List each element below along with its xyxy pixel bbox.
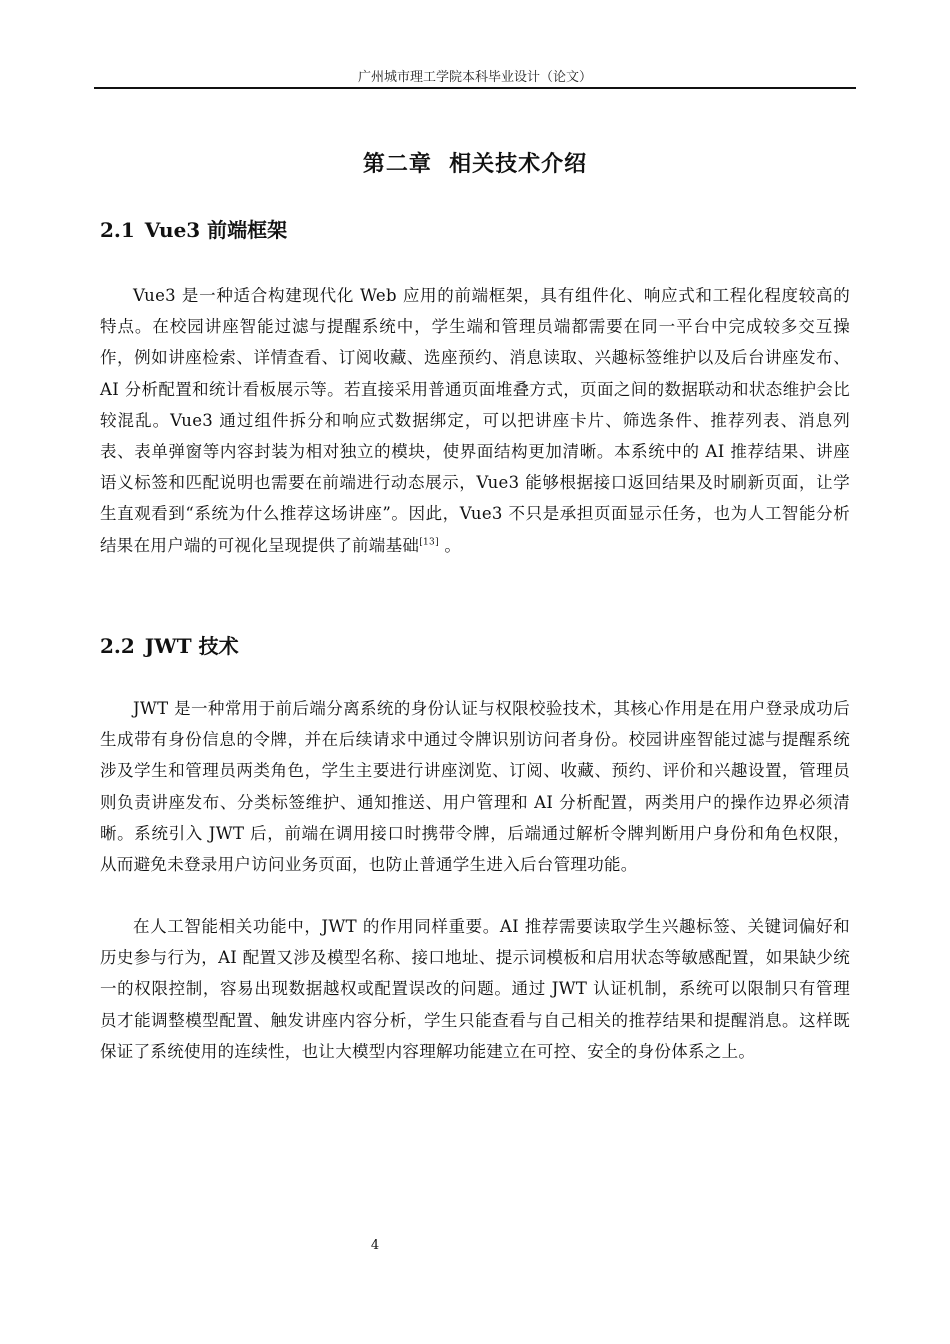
- paragraph-text: 在人工智能相关功能中，JWT 的作用同样重要。AI 推荐需要读取学生兴趣标签、关键词偏好和历史参与行为，AI 配置又涉及模型名称、接口地址、提示词模板和启用状态等敏感配置，如果缺少统一的权限控制，容易出现数据越权或配置误改的问题。通过 JWT 认证机制，系统可以限制只有管理员才能调整模型配置、触发讲座内容分析，学生只能查看与自己相关的推荐结果和提醒消息。这样既保证了系统使用的连续性，也让大模型内容理解功能建立在可控、安全的身份体系之上。: [100, 917, 850, 1061]
- page-number: 4: [370, 1238, 380, 1253]
- section-heading-2-2: [100, 630, 239, 659]
- paragraph-jwt-2: [100, 911, 850, 1067]
- section-heading-2-1: [100, 214, 287, 243]
- header-rule: [94, 87, 856, 89]
- paragraph-text: JWT 是一种常用于前后端分离系统的身份认证与权限校验技术，其核心作用是在用户登录成功后生成带有身份信息的令牌，并在后续请求中通过令牌识别访问者身份。校园讲座智能过滤与提醒系统涉及学生和管理员两类角色，学生主要进行讲座浏览、订阅、收藏、预约、评价和兴趣设置，管理员则负责讲座发布、分类标签维护、通知推送、用户管理和 AI 分析配置，两类用户的操作边界必须清晰。系统引入 JWT 后，前端在调用接口时携带令牌，后端通过解析令牌判断用户身份和角色权限，从而避免未登录用户访问业务页面，也防止普通学生进入后台管理功能。: [100, 699, 850, 875]
- section-number: 2.2: [100, 634, 135, 658]
- page-header: 广州城市理工学院本科毕业设计（论文）: [357, 70, 592, 85]
- paragraph-jwt-1: [100, 693, 850, 880]
- paragraph-tail: 。: [438, 535, 462, 555]
- section-title-text: Vue3 前端框架: [144, 218, 288, 242]
- citation-ref: [13]: [419, 537, 439, 548]
- section-title-text: JWT 技术: [144, 634, 239, 658]
- chapter-title: 第二章 相关技术介绍: [362, 151, 588, 177]
- paragraph-vue3: [100, 280, 850, 561]
- paragraph-text: Vue3 是一种适合构建现代化 Web 应用的前端框架，具有组件化、响应式和工程化程度较高的特点。在校园讲座智能过滤与提醒系统中，学生端和管理员端都需要在同一平台中完成较多交互操作，例如讲座检索、详情查看、订阅收藏、选座预约、消息读取、兴趣标签维护以及后台讲座发布、AI 分析配置和统计看板展示等。若直接采用普通页面堆叠方式，页面之间的数据联动和状态维护会比较混乱。Vue3 通过组件拆分和响应式数据绑定，可以把讲座卡片、筛选条件、推荐列表、消息列表、表单弹窗等内容封装为相对独立的模块，使界面结构更加清晰。本系统中的 AI 推荐结果、讲座语义标签和匹配说明也需要在前端进行动态展示，Vue3 能够根据接口返回结果及时刷新页面，让学生直观看到“系统为什么推荐这场讲座”。因此，Vue3 不只是承担页面显示任务，也为人工智能分析结果在用户端的可视化呈现提供了前端基础: [100, 286, 850, 555]
- section-number: 2.1: [100, 218, 135, 242]
